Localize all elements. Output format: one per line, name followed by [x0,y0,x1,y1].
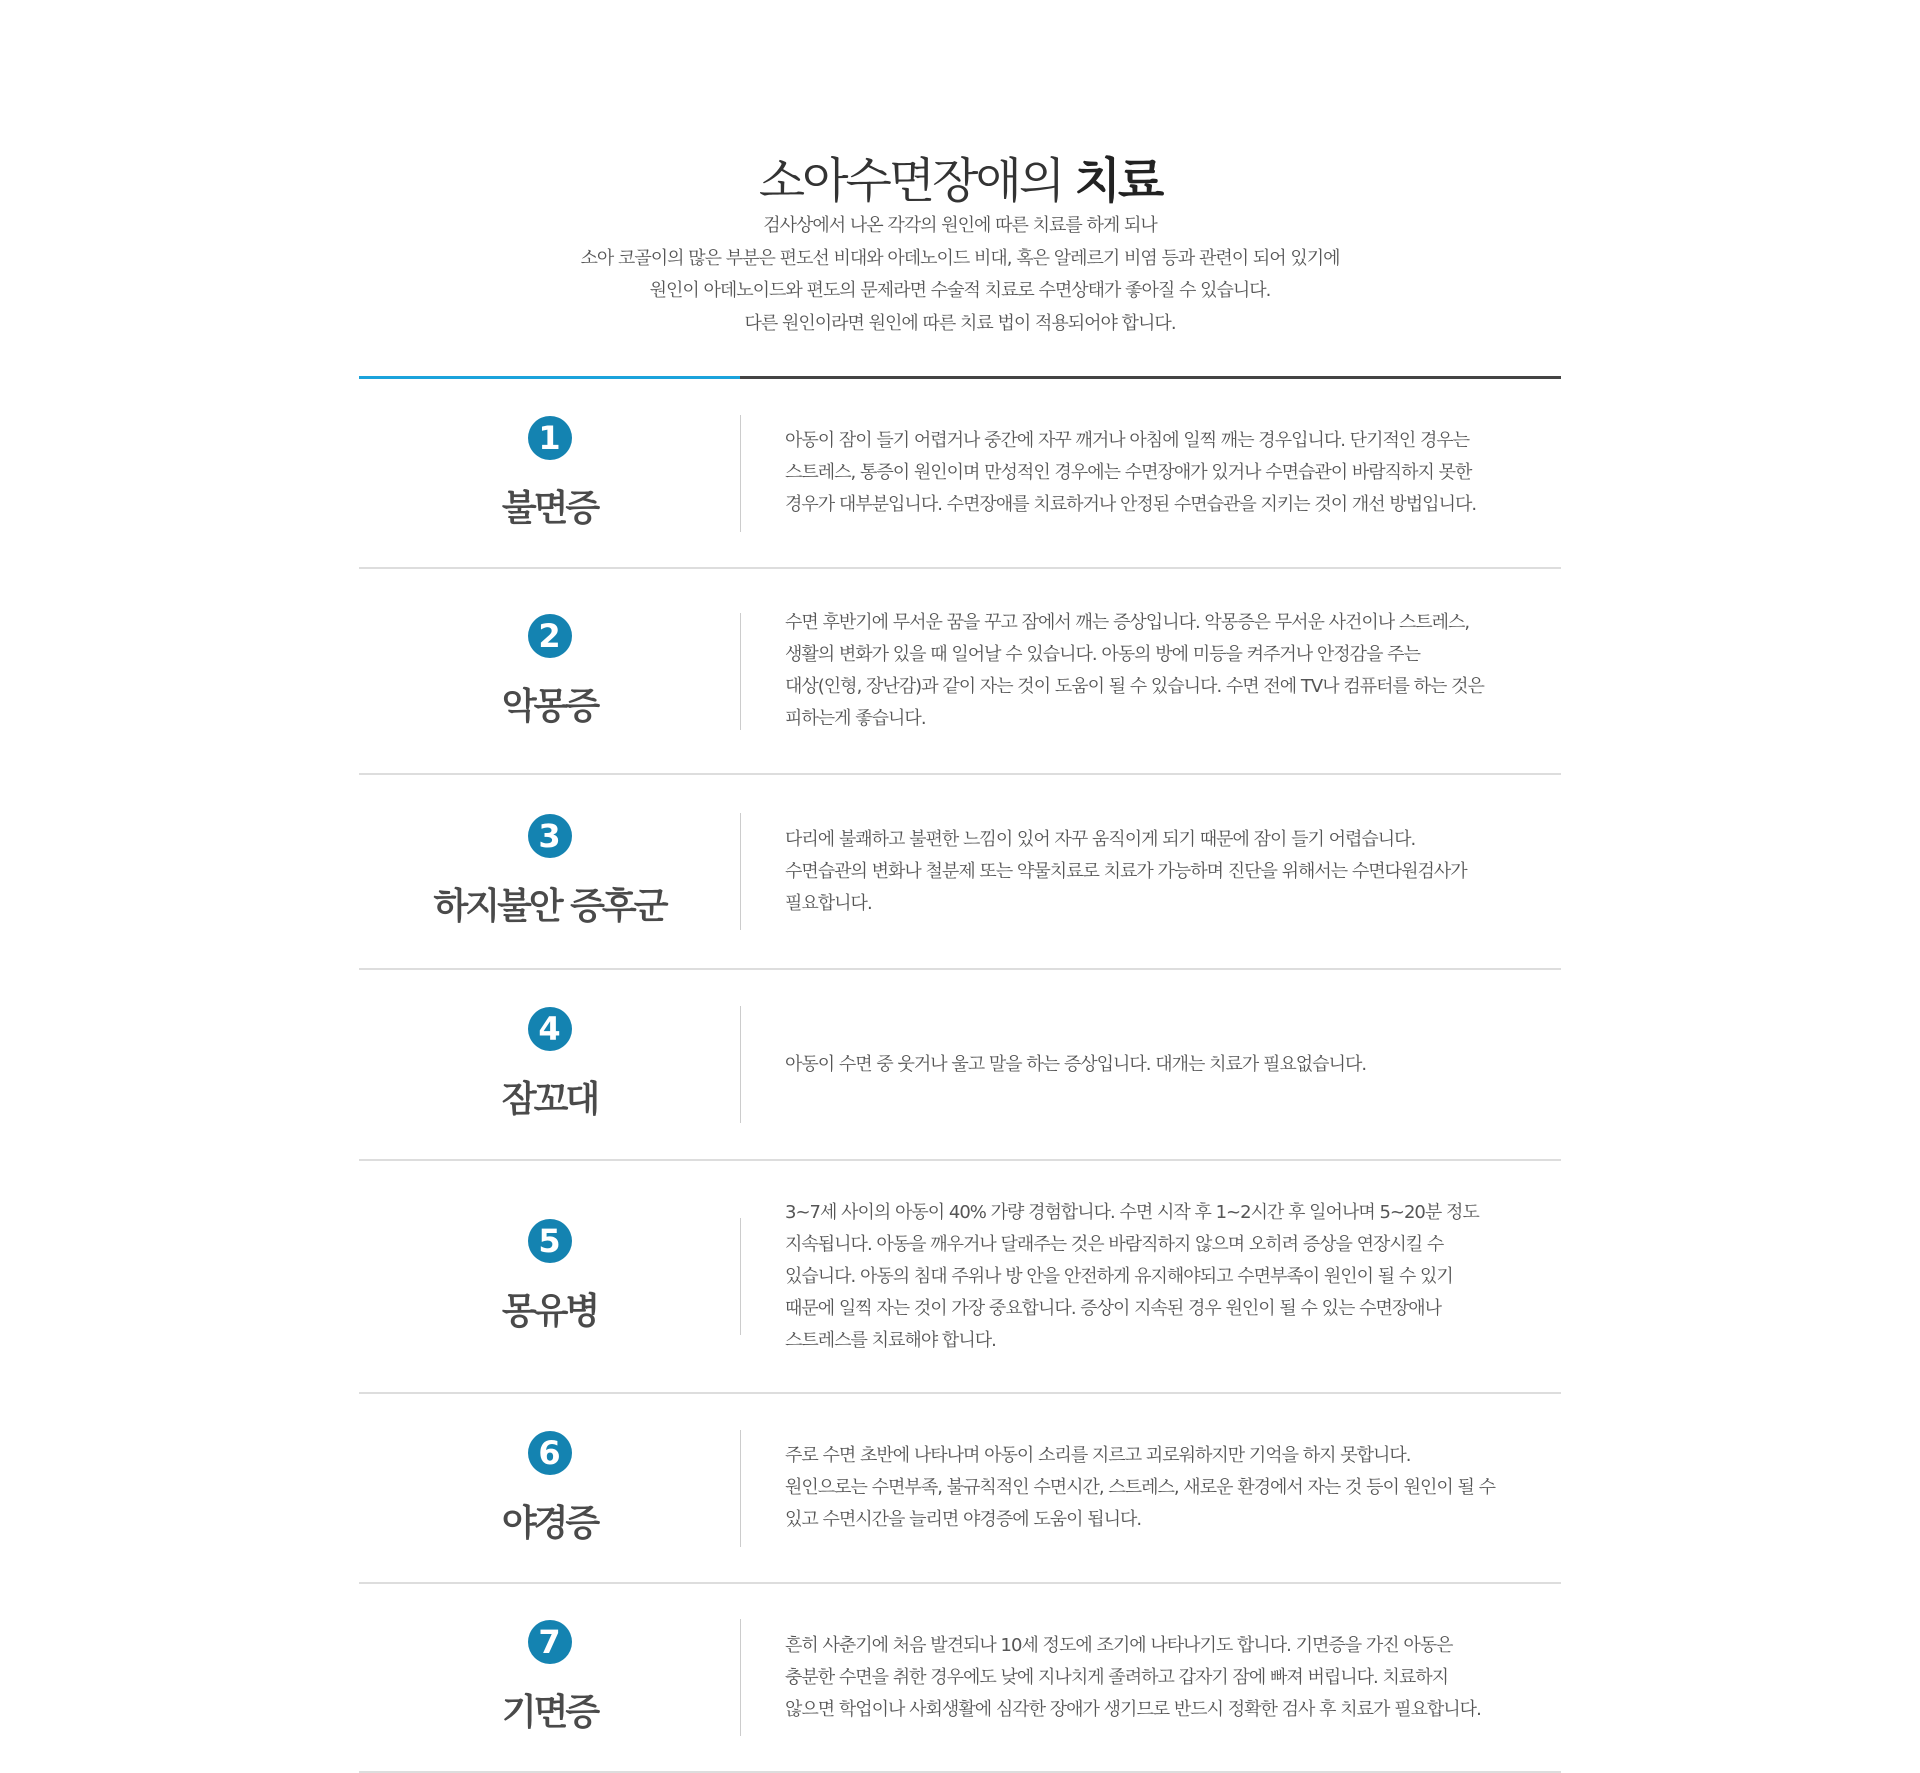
title-bold: 치료 [1074,153,1162,210]
row-heading [359,1007,740,1122]
row-heading [359,614,740,729]
disorder-name: 기면증 [501,1692,598,1733]
disorder-name: 악몽증 [501,685,598,727]
disorder-name: 불면증 [501,487,598,529]
title-light: 소아수면장애의 [758,153,1075,210]
number-badge-icon: 4 [528,1007,572,1051]
disorder-description [741,607,1484,735]
disorder-description [741,1197,1479,1357]
treatment-row [359,1394,1561,1584]
disorder-description [741,1440,1495,1536]
description-line: 대상(인형, 장난감)과 같이 자는 것이 도움이 될 수 있습니다. 수면 전에 TV나 컴퓨터를 하는 것은 [785,676,1484,697]
intro-line: 다른 원인이라면 원인에 따른 치료 법이 적용되어야 합니다. [744,312,1176,334]
description-line: 흔히 사춘기에 처음 발견되나 10세 정도에 조기에 나타나기도 합니다. 기면증을 가진 아동은 [785,1634,1453,1656]
description-line: 아동이 잠이 들기 어렵거나 중간에 자꾸 깨거나 아침에 일찍 깨는 경우입니다. 단기적인 경우는 [785,430,1470,451]
description-line: 수면 후반기에 무서운 꿈을 꾸고 잠에서 깨는 증상입니다. 악몽증은 무서운 사건이나 스트레스, [785,612,1470,633]
description-line: 스트레스, 통증이 원인이며 만성적인 경우에는 수면장애가 있거나 수면습관이 바람직하지 못한 [785,462,1472,483]
treatment-row [359,775,1561,970]
row-heading [359,814,740,929]
description-line: 주로 수면 초반에 나타나며 아동이 소리를 지르고 괴로워하지만 기억을 하지 못합니다. [785,1445,1411,1466]
disorder-description [741,1049,1366,1081]
description-line: 생활의 변화가 있을 때 일어날 수 있습니다. 아동의 방에 미등을 켜주거나 안정감을 주는 [785,644,1420,665]
description-line: 아동이 수면 중 웃거나 울고 말을 하는 증상입니다. 대개는 치료가 필요없습니다. [785,1053,1367,1075]
number-badge-icon: 2 [528,614,572,658]
description-line: 있습니다. 아동의 침대 주위나 방 안을 안전하게 유지해야되고 수면부족이 원인이 될 수 있기 [785,1265,1453,1287]
description-line: 수면습관의 변화나 철분제 또는 약물치료로 치료가 가능하며 진단을 위해서는 수면다원검사가 [785,860,1467,882]
number-badge-icon: 7 [528,1620,572,1664]
row-heading [359,416,740,531]
number-badge-icon: 3 [528,814,572,858]
description-line: 피하는게 좋습니다. [785,708,926,729]
disorder-description [741,824,1467,920]
description-line: 원인으로는 수면부족, 불규칙적인 수면시간, 스트레스, 새로운 환경에서 자는 것 등이 원인이 될 수 [785,1477,1495,1498]
treatment-row [359,379,1561,569]
number-badge-icon: 5 [528,1219,572,1263]
description-line: 다리에 불쾌하고 불편한 느낌이 있어 자꾸 움직이게 되기 때문에 잠이 들기 어렵습니다. [785,828,1416,850]
description-line: 경우가 대부분입니다. 수면장애를 치료하거나 안정된 수면습관을 지키는 것이 개선 방법입니다. [785,494,1477,515]
page-title [0,150,1920,212]
disorder-description [741,1630,1481,1726]
description-line: 않으면 학업이나 사회생활에 심각한 장애가 생기므로 반드시 정확한 검사 후 치료가 필요합니다. [785,1698,1481,1720]
disorder-name: 하지불안 증후군 [433,886,666,927]
description-line: 스트레스를 치료해야 합니다. [785,1329,996,1351]
treatment-row [359,569,1561,775]
disorder-name: 몽유병 [501,1291,598,1332]
number-badge-icon: 6 [528,1431,572,1475]
treatment-row [359,1161,1561,1394]
number-badge-icon: 1 [528,416,572,460]
description-line: 3~7세 사이의 아동이 40% 가량 경험합니다. 수면 시작 후 1~2시간 후 일어나며 5~20분 정도 [785,1201,1479,1223]
disorder-name: 잠꼬대 [501,1079,598,1120]
description-line: 때문에 일찍 자는 것이 가장 중요합니다. 증상이 지속된 경우 원인이 될 수 있는 수면장애나 [785,1297,1442,1319]
intro-text [0,210,1920,340]
row-heading [359,1620,740,1735]
treatment-list [359,379,1561,1773]
intro-line: 검사상에서 나온 각각의 원인에 따른 치료를 하게 되나 [763,215,1157,236]
treatment-row [359,1584,1561,1773]
description-line: 있고 수면시간을 늘리면 야경증에 도움이 됩니다. [785,1509,1142,1530]
description-line: 지속됩니다. 아동을 깨우거나 달래주는 것은 바람직하지 않으며 오히려 증상을 연장시킬 수 [785,1233,1444,1255]
row-heading [359,1431,740,1546]
disorder-description [741,425,1476,521]
disorder-name: 야경증 [501,1502,598,1544]
intro-line: 소아 코골이의 많은 부분은 편도선 비대와 아데노이드 비대, 혹은 알레르기 비염 등과 관련이 되어 있기에 [580,247,1340,269]
row-heading [359,1219,740,1334]
description-line: 필요합니다. [785,892,872,914]
description-line: 충분한 수면을 취한 경우에도 낮에 지나치게 졸려하고 갑자기 잠에 빠져 버립니다. 치료하지 [785,1666,1449,1688]
intro-line: 원인이 아데노이드와 편도의 문제라면 수술적 치료로 수면상태가 좋아질 수 있습니다. [649,280,1271,301]
treatment-row [359,970,1561,1161]
